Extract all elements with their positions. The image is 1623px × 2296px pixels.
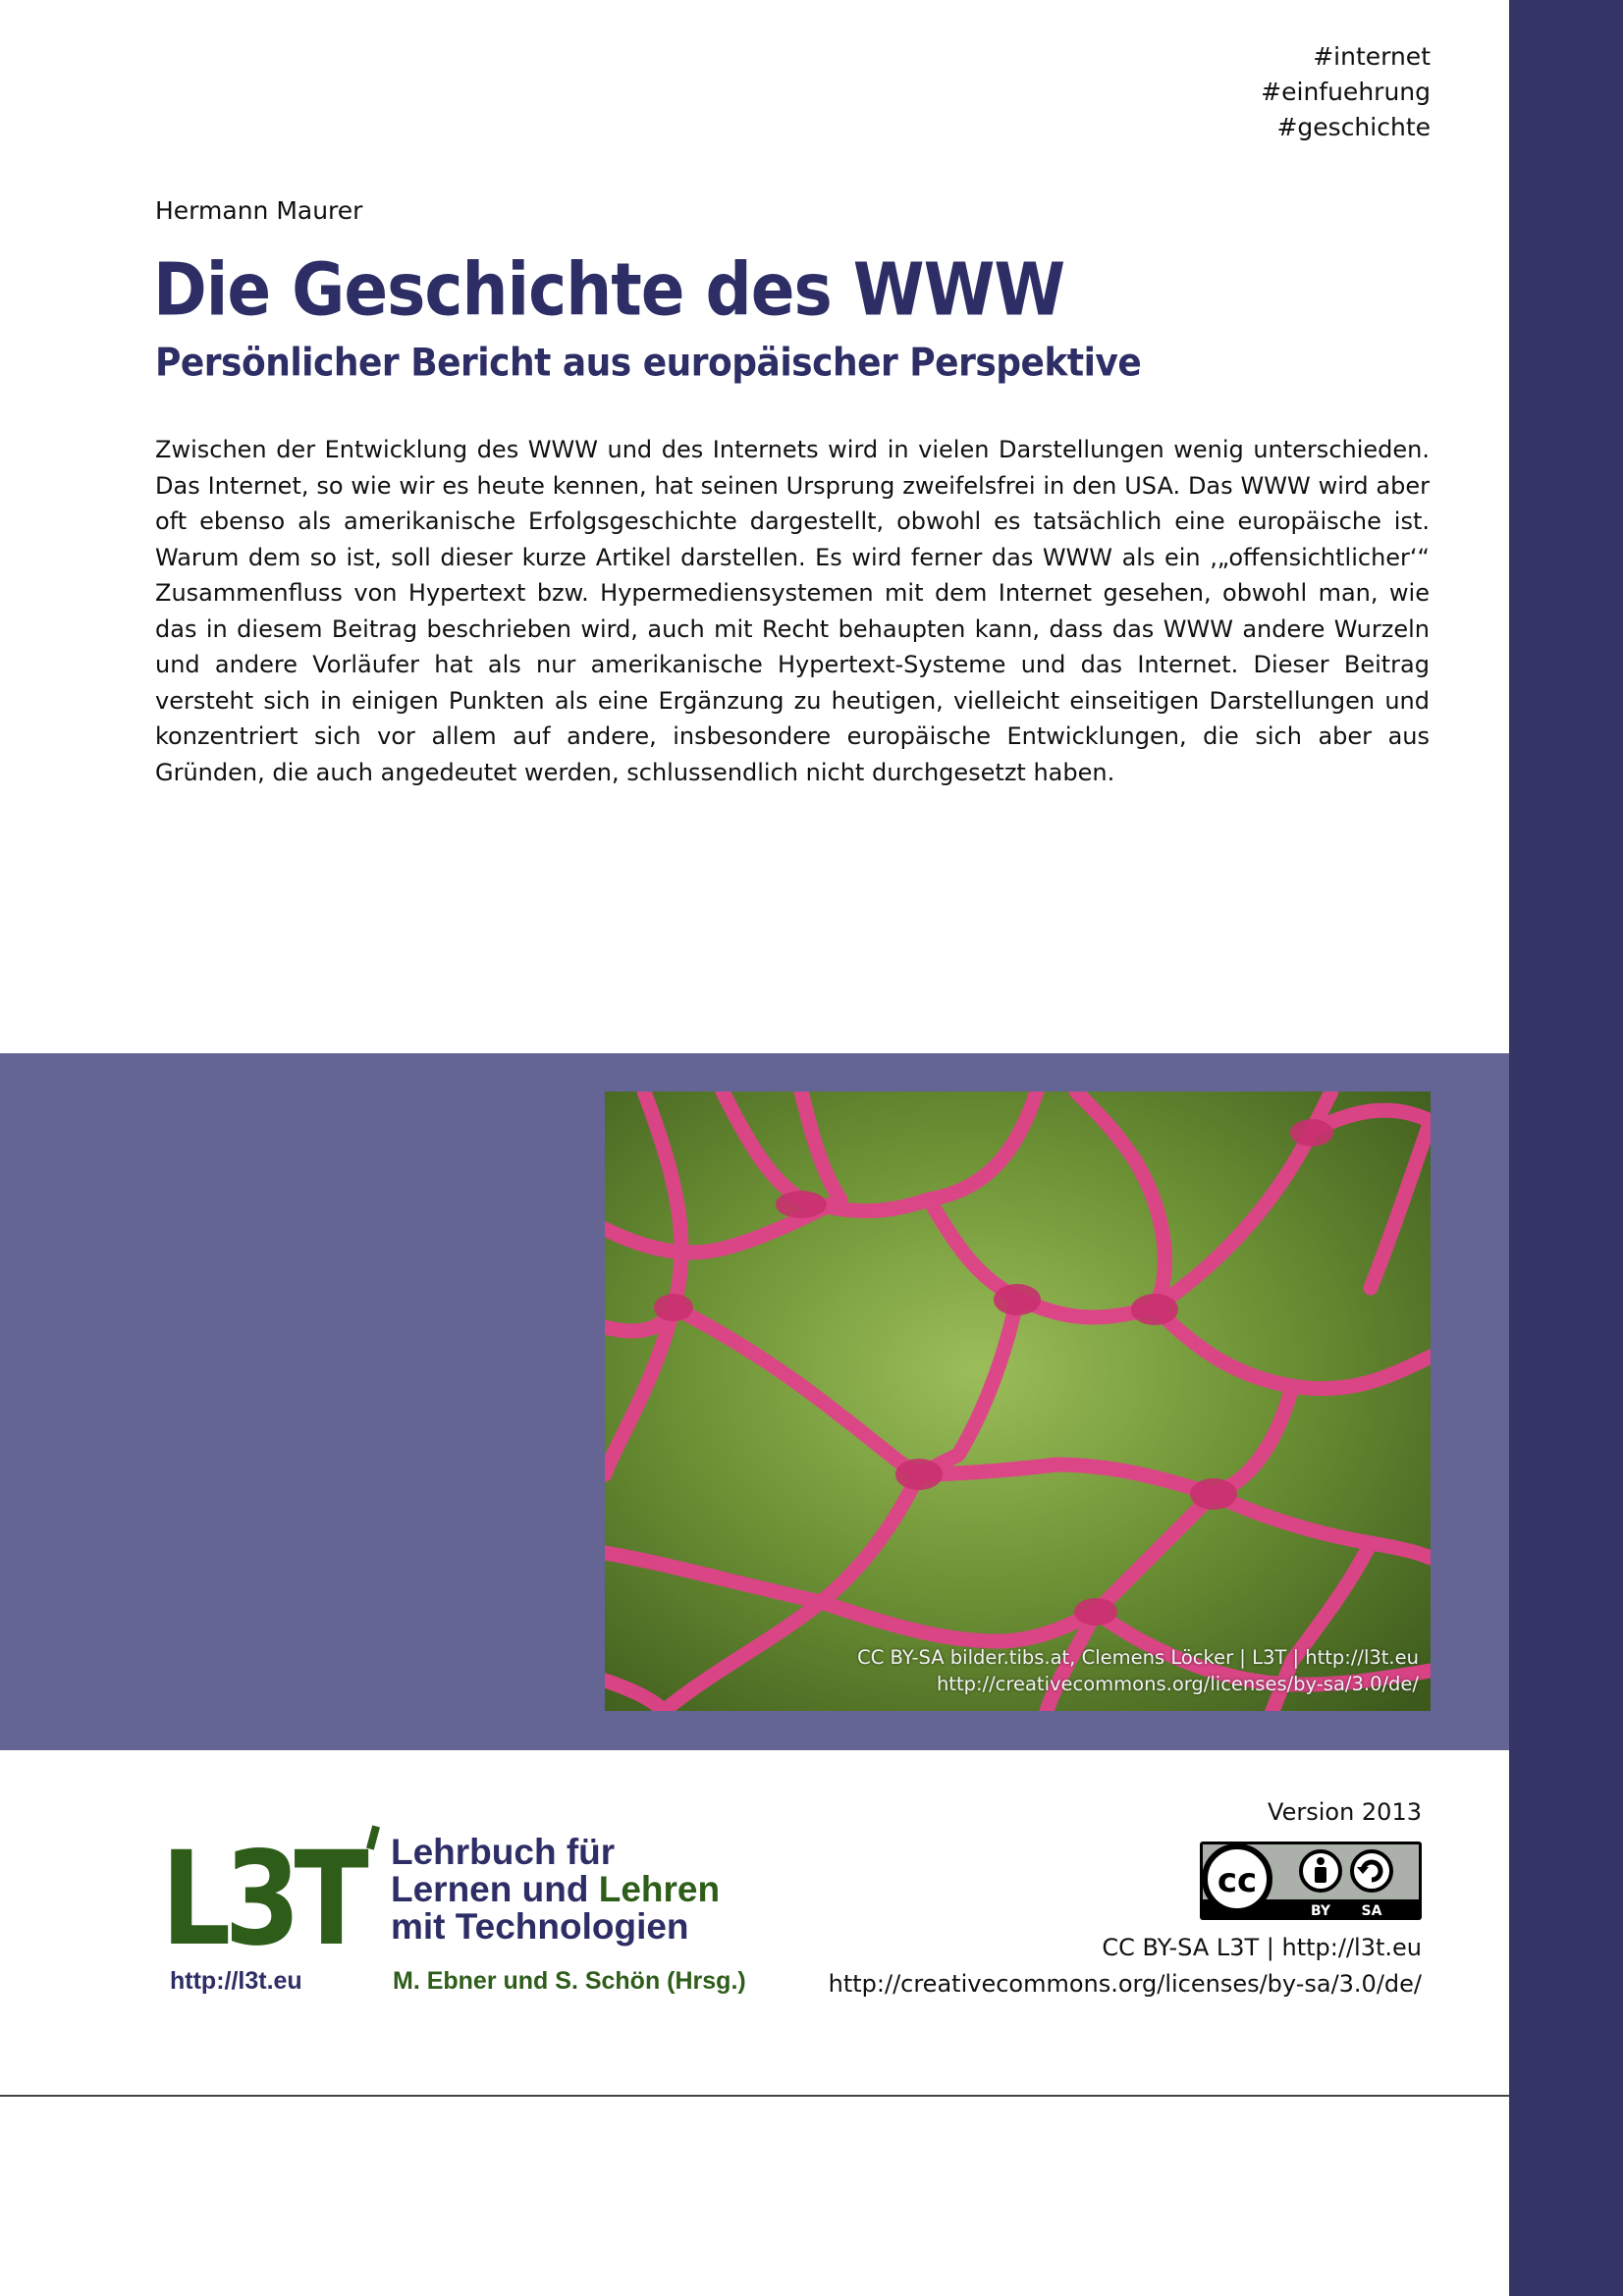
bottom-divider xyxy=(0,2095,1509,2097)
tag[interactable]: #internet xyxy=(1313,42,1431,71)
editors-text: M. Ebner und S. Schön (Hrsg.) xyxy=(393,1967,746,1995)
book-title-line: mit Technologien xyxy=(391,1906,689,1947)
cc-by-label: BY xyxy=(1310,1903,1331,1919)
cc-sa-label: SA xyxy=(1361,1903,1382,1919)
l3t-url-link[interactable]: http://l3t.eu xyxy=(170,1967,302,1995)
author-name: Hermann Maurer xyxy=(155,196,363,225)
book-title xyxy=(391,1834,720,1946)
book-title-line: Lehrbuch für xyxy=(391,1832,616,1872)
license-line: CC BY-SA L3T | http://l3t.eu xyxy=(1102,1934,1422,1961)
photo-credit-line[interactable]: http://creativecommons.org/licenses/by-sa/3.0/de/ xyxy=(936,1673,1419,1695)
cover-photo xyxy=(605,1092,1431,1711)
abstract-text: Zwischen der Entwicklung des WWW und des Internets wird in vielen Darstellungen wenig unterschieden. Das Internet, so wie wir es heute kennen, hat seinen Ursprung zweifelsfrei in den USA. Das WWW wird aber oft ebenso als amerikanische Erfolgsgeschichte dargestellt, obwohl es tatsächlich eine europäische ist. Warum dem so ist, soll dieser kurze Artikel darstellen. Es wird ferner das WWW als ein ‚„offensichtlicher‘“ Zusammenfluss von Hypertext bzw. Hypermediensystemen mit dem Internet gesehen, obwohl man, wie das in diesem Beitrag beschrieben wird, auch mit Recht behaupten kann, dass das WWW andere Wurzeln und andere Vorläufer hat als nur amerikanische Hypertext-Systeme und das Internet. Dieser Beitrag versteht sich in einigen Punkten als eine Ergänzung zu heutigen, vielleicht einseitigen Darstellungen und konzentriert sich vor allem auf andere, insbesondere europäische Entwicklungen, die sich aber aus Gründen, die auch angedeutet werden, schlussendlich nicht durchgesetzt haben. xyxy=(155,436,1430,786)
tag[interactable]: #einfuehrung xyxy=(1261,78,1431,106)
rope-net-image xyxy=(605,1092,1431,1711)
tag[interactable]: #geschichte xyxy=(1276,113,1431,141)
l3t-logo xyxy=(161,1818,387,1955)
book-title-line: Lernen und xyxy=(391,1869,599,1909)
license-url-link[interactable]: http://creativecommons.org/licenses/by-sa/3.0/de/ xyxy=(828,1970,1422,1998)
l3t-logo-text: L3T xyxy=(161,1824,369,1955)
cc-icon-text: cc xyxy=(1217,1861,1258,1900)
version-label: Version 2013 xyxy=(1268,1798,1422,1826)
tag-list xyxy=(1261,39,1431,145)
side-bar xyxy=(1509,0,1623,2296)
book-title-highlight: Lehren xyxy=(598,1869,721,1909)
cc-by-sa-badge[interactable] xyxy=(1200,1842,1422,1920)
attribution-icon xyxy=(1301,1851,1340,1891)
share-alike-icon xyxy=(1352,1851,1391,1891)
page-title: Die Geschichte des WWW xyxy=(153,247,1065,333)
photo-credit xyxy=(857,1644,1419,1697)
license-text xyxy=(829,1930,1422,2002)
photo-credit-line: CC BY-SA bilder.tibs.at, Clemens Löcker | L3T | http://l3t.eu xyxy=(857,1646,1419,1669)
page-subtitle: Persönlicher Bericht aus europäischer Perspektive xyxy=(155,342,1142,386)
